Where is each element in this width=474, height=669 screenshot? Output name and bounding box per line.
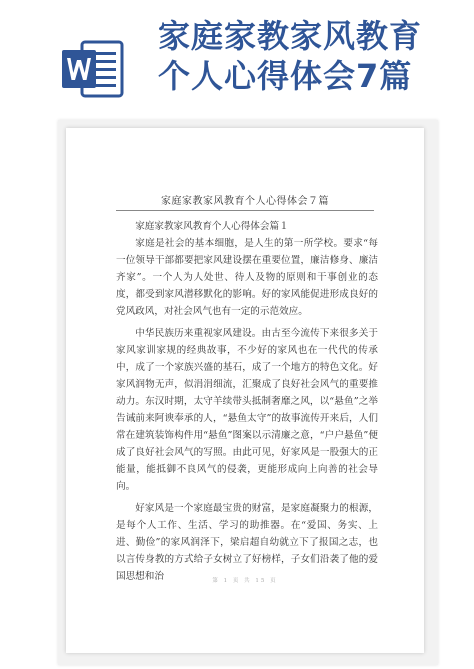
word-document-icon <box>60 36 126 102</box>
title-line-2: 个人心得体会7篇 <box>158 57 413 95</box>
document-body <box>116 218 378 589</box>
paragraph: 好家风是一个家庭最宝贵的财富，是家庭凝聚力的根源，是每个人工作、生活、学习的助推器。在“爱国、务实、上进、勤俭”的家风润泽下，梁启超自幼就立下了报国之志，也以言传身教的方式给子女树立了好榜样，子女们沿袭了他的爱国思想和治 <box>116 502 378 582</box>
paragraph: 中华民族历来重视家风建设。由古至今流传下来很多关于家风家训家规的经典故事，不少好的家风也在一代代的传承中，成了一个家族兴盛的基石，成了一个地方的特色文化。好家风润物无声，似涓涓细流，汇聚成了良好社会风气的重要推动力。东汉时期，太守羊续带头抵制奢靡之风，以“悬鱼”之举告诫前来阿谀奉承的人，“悬鱼太守”的故事流传开来后，人们常在建筑装饰构件用“悬鱼”图案以示清廉之意，“户户悬鱼”便成了良好社会风气的写照。由此可见，好家风是一股强大的正能量，能抵御不良风气的侵袭，更能形成向上向善的社会导向。 <box>116 327 378 493</box>
paragraph: 家庭是社会的基本细胞，是人生的第一所学校。要求“每一位领导干部都要把家风建设摆在重要位置，廉洁修身、廉洁齐家”。一个人为人处世、待人及物的原则和干事创业的态度，都受到家风潜移默化的影响。好的家风能促进形成良好的党风政风，对社会风气也有一定的示范效应。 <box>116 238 378 318</box>
title-line-1: 家庭家教家风教育 <box>158 17 423 55</box>
section-title: 家庭家教家风教育个人心得体会篇１ <box>135 221 289 232</box>
page-heading: 家庭家教家风教育个人心得体会７篇 <box>161 196 329 207</box>
document-page <box>66 128 424 653</box>
page-number: 第 1 页 共 15 页 <box>212 578 278 584</box>
document-title <box>158 16 458 96</box>
banner <box>0 0 474 120</box>
heading-divider <box>116 210 374 211</box>
